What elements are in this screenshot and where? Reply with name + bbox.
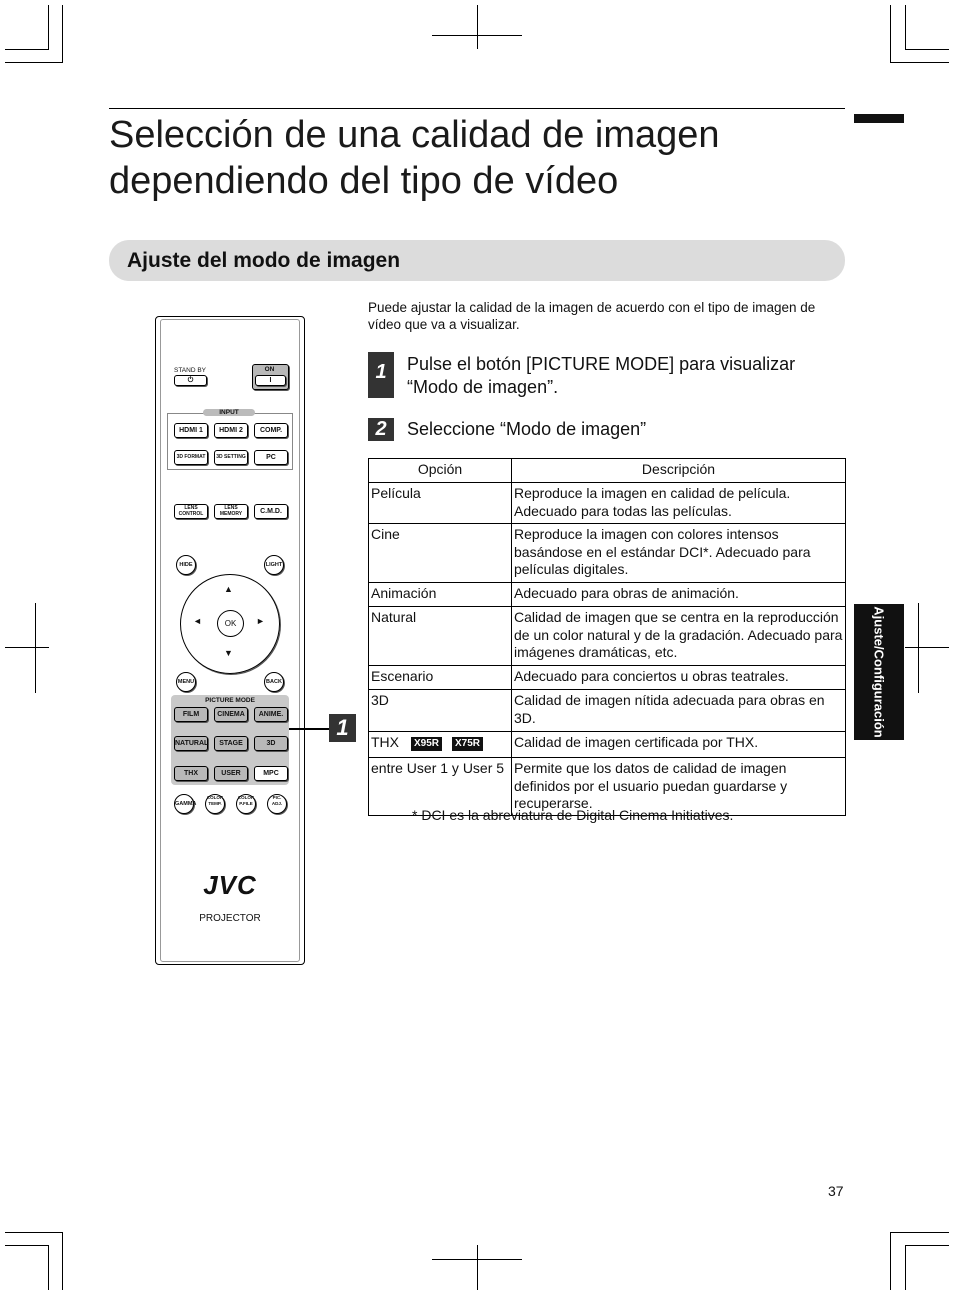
lens-control-button: LENS CONTROL xyxy=(174,504,208,519)
standby-label: STAND BY xyxy=(173,367,207,374)
3d-mode-button: 3D xyxy=(254,736,288,751)
crop-mark xyxy=(5,1245,49,1246)
option-cell: entre User 1 y User 5 xyxy=(369,758,512,816)
page-number: 37 xyxy=(828,1183,844,1199)
side-section-tab xyxy=(854,604,904,740)
footnote: * DCI es la abreviatura de Digital Cinema Initiatives. xyxy=(412,807,734,823)
description-cell: Calidad de imagen que se centra en la reproducción de un color natural y de la gradación. Adecuado para imágenes dramáticas, etc. xyxy=(512,607,846,666)
step-1-text: Pulse el botón [PICTURE MODE] para visualizar “Modo de imagen”. xyxy=(407,354,796,397)
cmd-button: C.M.D. xyxy=(254,504,288,519)
option-cell: Cine xyxy=(369,524,512,583)
page-title-line-2: dependiendo del tipo de vídeo xyxy=(109,160,619,202)
projector-label: PROJECTOR xyxy=(199,913,261,924)
arrow-right-icon: ► xyxy=(256,616,265,626)
crop-mark xyxy=(48,1245,49,1290)
crop-mark xyxy=(905,5,906,49)
description-cell: Calidad de imagen certificada por THX. xyxy=(512,732,846,758)
callout-step-1: 1 xyxy=(329,714,356,742)
description-cell: Adecuado para obras de animación. xyxy=(512,583,846,607)
option-thx: THX xyxy=(371,734,399,750)
color-temp-button: COLOR TEMP. xyxy=(205,794,225,814)
anime-button: ANIME. xyxy=(254,707,288,722)
model-badge-x75r: X75R xyxy=(452,737,483,751)
standby-button: ⏻ xyxy=(174,375,207,386)
description-cell: Calidad de imagen nítida adecuada para obras en 3D. xyxy=(512,690,846,732)
table-header-row xyxy=(369,459,846,483)
option-cell: Película xyxy=(369,483,512,524)
side-section-tab-label: Ajuste/Configuración xyxy=(871,606,887,738)
crop-mark xyxy=(5,49,49,50)
table-row xyxy=(369,690,846,732)
hdmi2-button: HDMI 2 xyxy=(214,423,248,438)
option-cell: Escenario xyxy=(369,666,512,690)
header-tab-marker xyxy=(854,114,904,123)
option-cell xyxy=(369,732,512,758)
page-title-line-1: Selección de una calidad de imagen xyxy=(109,114,720,156)
model-badge-x95r: X95R xyxy=(411,737,442,751)
back-button: BACK xyxy=(264,672,284,692)
option-cell: Animación xyxy=(369,583,512,607)
option-cell: Natural xyxy=(369,607,512,666)
section-title: Ajuste del modo de imagen xyxy=(127,249,401,272)
crop-mark xyxy=(890,1232,891,1290)
callout-line xyxy=(289,728,329,730)
menu-button: MENU xyxy=(176,672,196,692)
intro-paragraph: Puede ajustar la calidad de la imagen de acuerdo con el tipo de imagen de vídeo que va a visualizar. xyxy=(368,300,816,332)
crop-mark xyxy=(477,1245,478,1290)
title-rule xyxy=(109,108,845,109)
column-header-description: Descripción xyxy=(512,459,846,483)
crop-mark xyxy=(35,603,36,693)
section-header xyxy=(109,240,845,281)
crop-mark xyxy=(477,5,478,49)
ok-button: OK xyxy=(217,610,244,637)
table-row xyxy=(369,524,846,583)
color-profile-button: COLOR P.FILE xyxy=(236,794,256,814)
crop-mark xyxy=(890,5,891,63)
description-cell: Reproduce la imagen con colores intensos basándose en el estándar DCI*. Adecuado para películas digitales. xyxy=(512,524,846,583)
crop-mark xyxy=(5,1232,63,1233)
table-row xyxy=(369,666,846,690)
pic-adj-button: PIC. ADJ. xyxy=(267,794,287,814)
description-cell: Reproduce la imagen en calidad de película. Adecuado para todas las películas. xyxy=(512,483,846,524)
hide-button: HIDE xyxy=(176,555,196,575)
crop-mark xyxy=(5,62,63,63)
lens-memory-button: LENS MEMORY xyxy=(214,504,248,519)
natural-button: NATURAL xyxy=(174,736,208,751)
crop-mark xyxy=(905,1245,949,1246)
jvc-logo: JVC xyxy=(203,870,257,900)
option-cell: 3D xyxy=(369,690,512,732)
crop-mark xyxy=(905,1245,906,1290)
arrow-down-icon: ▼ xyxy=(224,648,233,658)
hdmi1-button: HDMI 1 xyxy=(174,423,208,438)
step-2-text: Seleccione “Modo de imagen” xyxy=(407,419,647,439)
cinema-button: CINEMA xyxy=(214,707,248,722)
table-row xyxy=(369,583,846,607)
description-cell: Adecuado para conciertos u obras teatrales. xyxy=(512,666,846,690)
on-label: ON xyxy=(264,366,275,373)
arrow-left-icon: ◄ xyxy=(193,616,202,626)
3d-format-button: 3D FORMAT xyxy=(174,450,208,465)
input-label: INPUT xyxy=(203,409,255,416)
gamma-button: GAMMA xyxy=(174,794,194,814)
table-row xyxy=(369,607,846,666)
step-2-number: 2 xyxy=(368,418,394,441)
film-button: FILM xyxy=(174,707,208,722)
picture-mode-label: PICTURE MODE xyxy=(205,697,255,704)
on-button: I xyxy=(255,375,286,386)
light-button: LIGHT xyxy=(264,555,284,575)
table-row xyxy=(369,732,846,758)
description-cell: Permite que los datos de calidad de imagen definidos por el usuario puedan guardarse y recuperarse. xyxy=(512,758,846,816)
user-button: USER xyxy=(214,766,248,781)
step-1-number: 1 xyxy=(368,352,394,398)
picture-mode-table xyxy=(368,458,846,816)
thx-button: THX xyxy=(174,766,208,781)
crop-mark xyxy=(5,647,49,648)
column-header-option: Opción xyxy=(369,459,512,483)
mpc-button: MPC xyxy=(254,766,288,781)
crop-mark xyxy=(890,1232,949,1233)
crop-mark xyxy=(890,62,949,63)
crop-mark xyxy=(62,1232,63,1290)
crop-mark xyxy=(905,647,949,648)
crop-mark xyxy=(62,5,63,63)
arrow-up-icon: ▲ xyxy=(224,584,233,594)
table-row xyxy=(369,483,846,524)
3d-setting-button: 3D SETTING xyxy=(214,450,248,465)
crop-mark xyxy=(905,49,949,50)
pc-button: PC xyxy=(254,450,288,465)
page-title xyxy=(109,112,849,204)
stage-button: STAGE xyxy=(214,736,248,751)
crop-mark xyxy=(48,5,49,49)
comp-button: COMP. xyxy=(254,423,288,438)
crop-mark xyxy=(918,603,919,693)
